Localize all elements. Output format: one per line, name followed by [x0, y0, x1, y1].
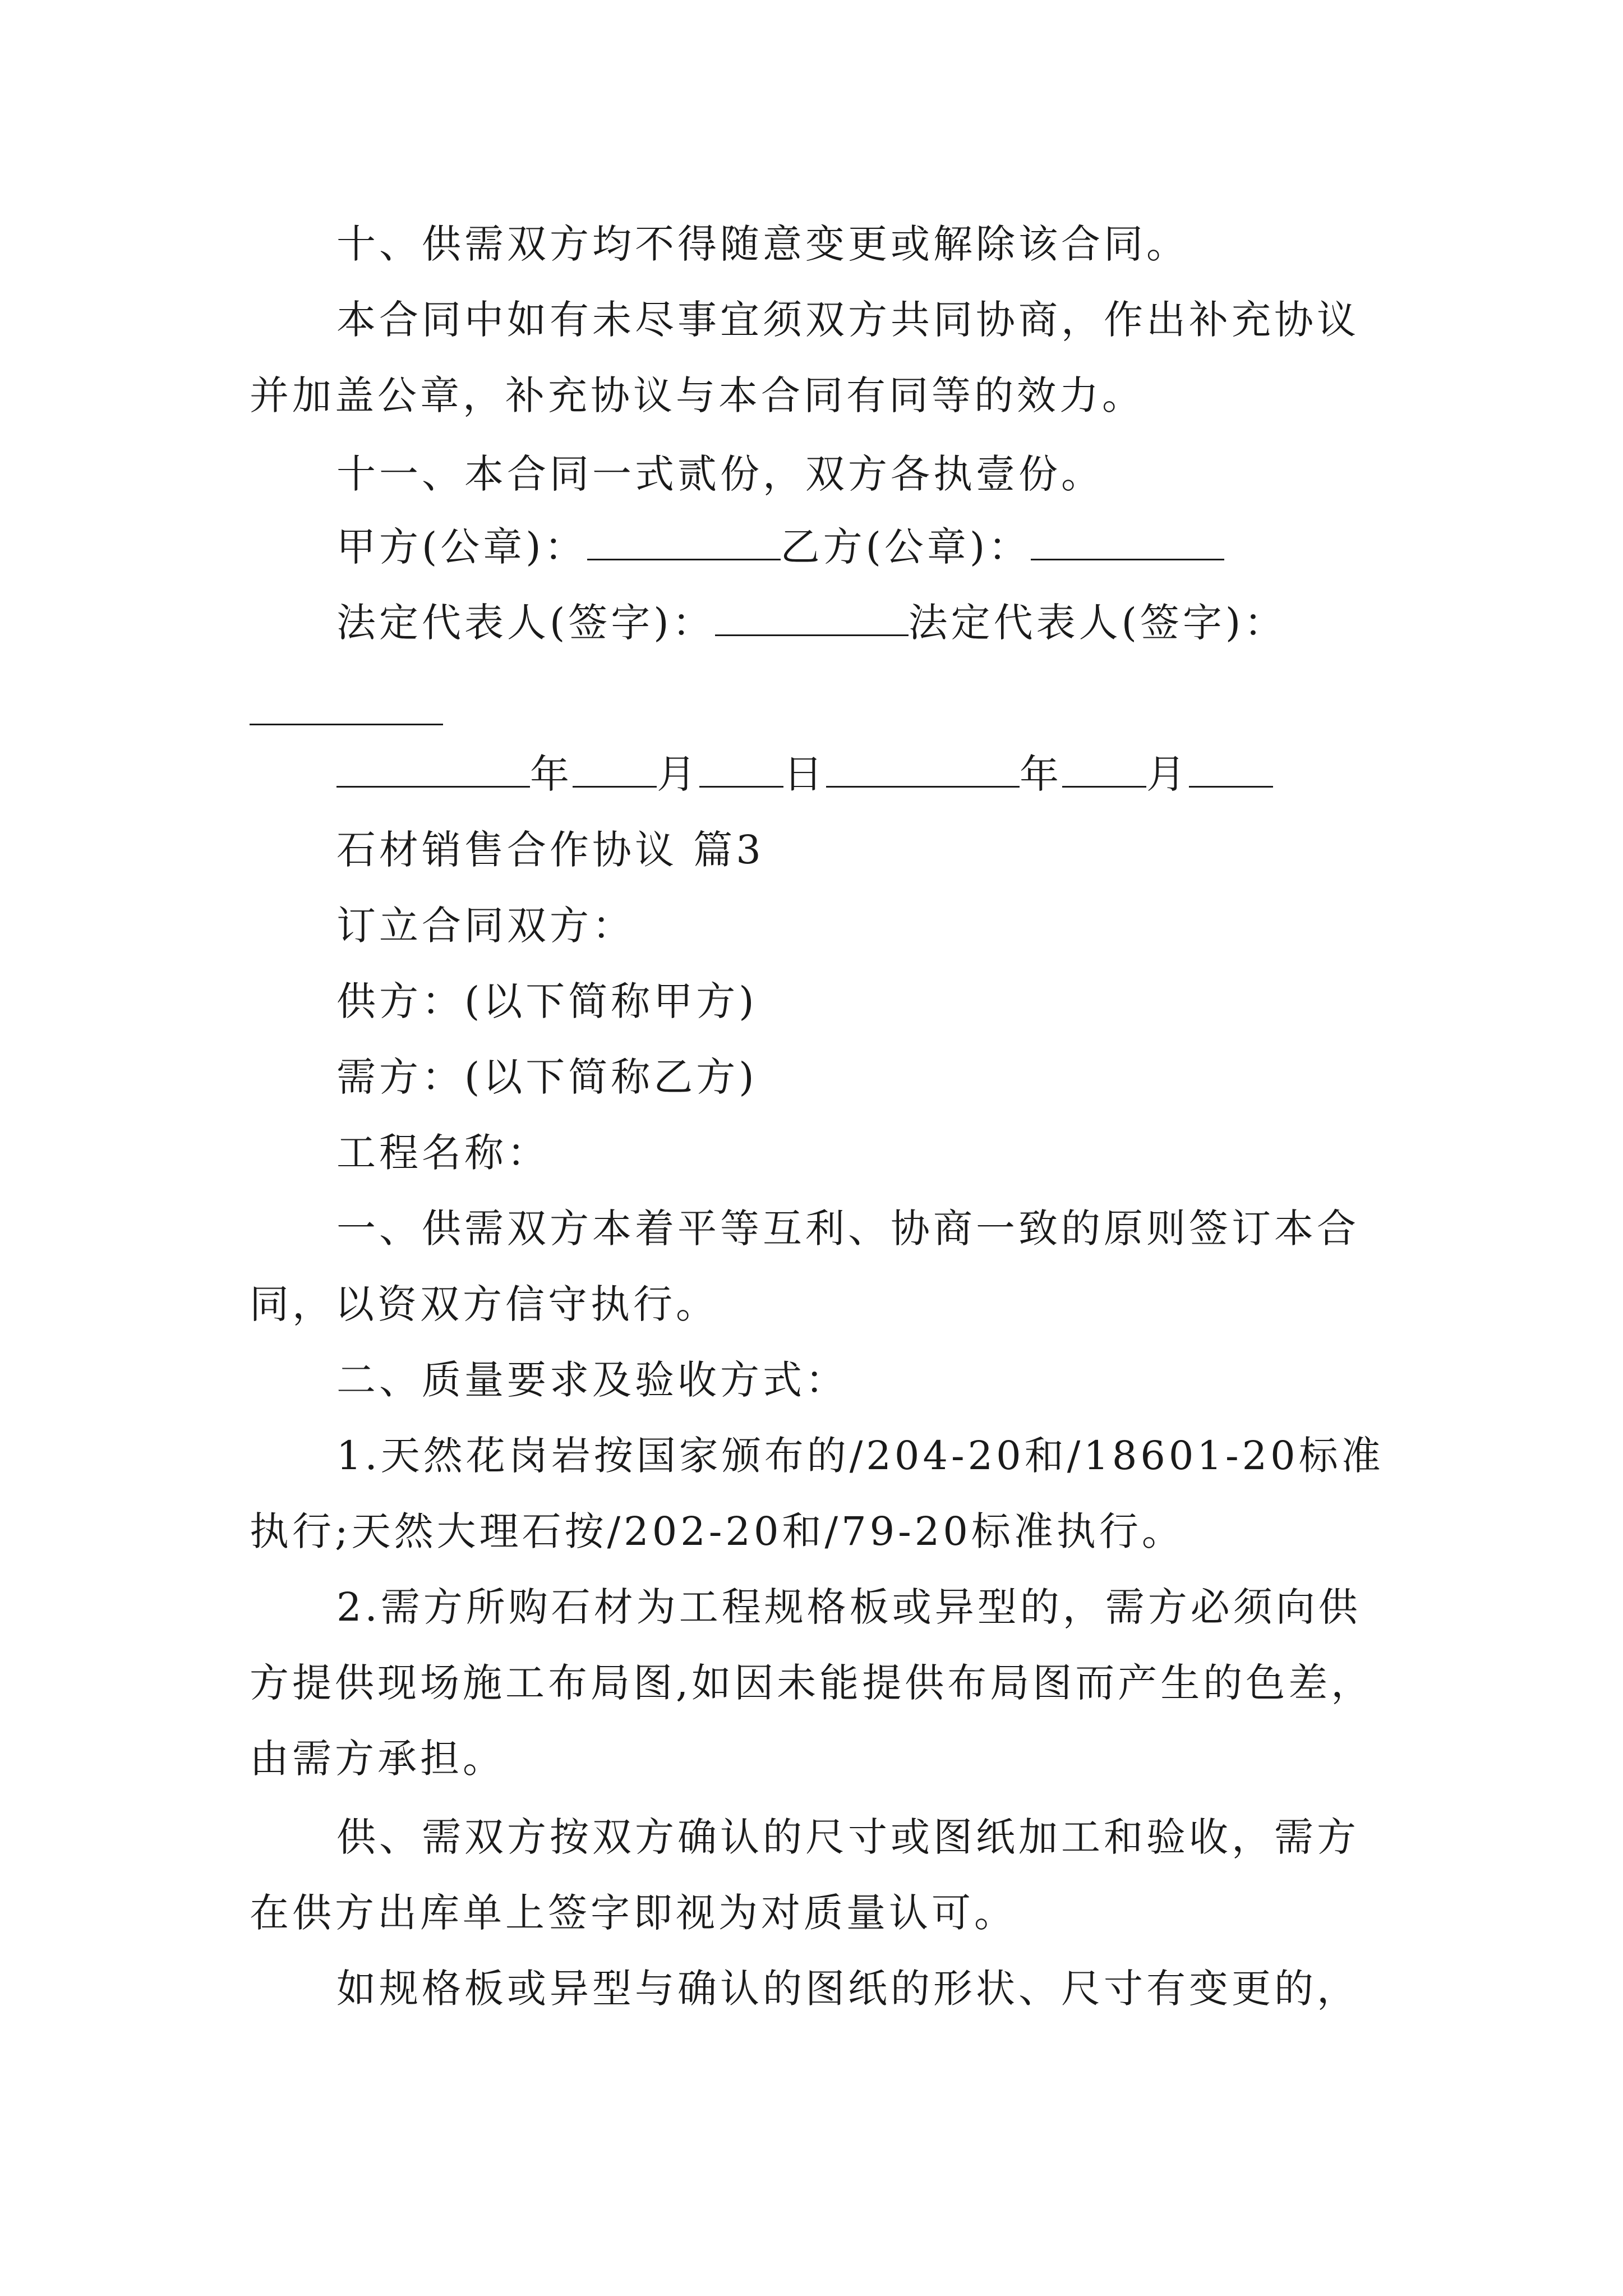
date-a-year-blank [336, 751, 530, 788]
date-a-month-label: 月 [657, 751, 699, 797]
date-b-month-label: 月 [1146, 751, 1189, 797]
party-b-seal-label: 乙方(公章)： [780, 524, 1031, 570]
modification-paragraph-line-1: 如规格板或异型与确认的图纸的形状、尺寸有变更的， [336, 1966, 1359, 2012]
date-b-month-blank [1062, 751, 1146, 788]
clause-two-item-one-line-2: 执行;天然大理石按/202-20和/79-20标准执行。 [250, 1508, 1184, 1554]
date-b-year-label: 年 [1020, 751, 1062, 797]
supplement-paragraph-line-2: 并加盖公章，补充协议与本合同有同等的效力。 [250, 372, 1145, 418]
date-b-day-blank [1189, 751, 1273, 788]
party-b-representative-blank [250, 724, 443, 725]
clause-two-item-two-line-3: 由需方承担。 [250, 1736, 505, 1782]
clause-two-item-one-line-1: 1.天然花岗岩按国家颁布的/204-20和/18601-20标准 [336, 1433, 1384, 1479]
clause-one-line-2: 同，以资双方信守执行。 [250, 1281, 718, 1327]
representative-line [336, 595, 1287, 651]
acceptance-paragraph-line-1: 供、需双方按双方确认的尺寸或图纸加工和验收，需方 [336, 1814, 1359, 1860]
acceptance-paragraph-line-2: 在供方出库单上签字即视为对质量认可。 [250, 1890, 1017, 1936]
date-a-day-label: 日 [783, 751, 826, 797]
section-heading: 石材销售合作协议 篇3 [336, 827, 764, 873]
clause-ten: 十、供需双方均不得随意变更或解除该合同。 [336, 221, 1189, 267]
date-a-year-label: 年 [530, 751, 573, 797]
date-a-day-blank [699, 751, 783, 788]
party-b-representative-label: 法定代表人(签字)： [908, 600, 1287, 646]
clause-two-heading: 二、质量要求及验收方式： [336, 1357, 848, 1403]
party-a-seal-blank [587, 524, 781, 560]
buyer-line: 需方：(以下简称乙方) [336, 1054, 758, 1100]
supplement-paragraph-line-1: 本合同中如有未尽事宜须双方共同协商，作出补充协议 [336, 297, 1359, 343]
clause-one-line-1: 一、供需双方本着平等互利、协商一致的原则签订本合 [336, 1205, 1359, 1251]
project-name-line: 工程名称： [336, 1130, 550, 1176]
date-line [336, 746, 1273, 802]
supplier-line: 供方：(以下简称甲方) [336, 978, 758, 1024]
contract-parties-label: 订立合同双方： [336, 903, 635, 949]
date-b-year-blank [826, 751, 1020, 788]
party-a-seal-label: 甲方(公章)： [336, 524, 587, 570]
date-a-month-blank [573, 751, 657, 788]
clause-two-item-two-line-2: 方提供现场施工布局图,如因未能提供布局图而产生的色差， [250, 1660, 1374, 1706]
party-a-representative-blank [715, 600, 909, 636]
seal-line [336, 519, 1224, 575]
clause-two-item-two-line-1: 2.需方所购石材为工程规格板或异型的，需方必须向供 [336, 1584, 1361, 1630]
party-a-representative-label: 法定代表人(签字)： [336, 600, 715, 646]
party-b-seal-blank [1031, 524, 1224, 560]
clause-eleven: 十一、本合同一式贰份，双方各执壹份。 [336, 451, 1104, 497]
